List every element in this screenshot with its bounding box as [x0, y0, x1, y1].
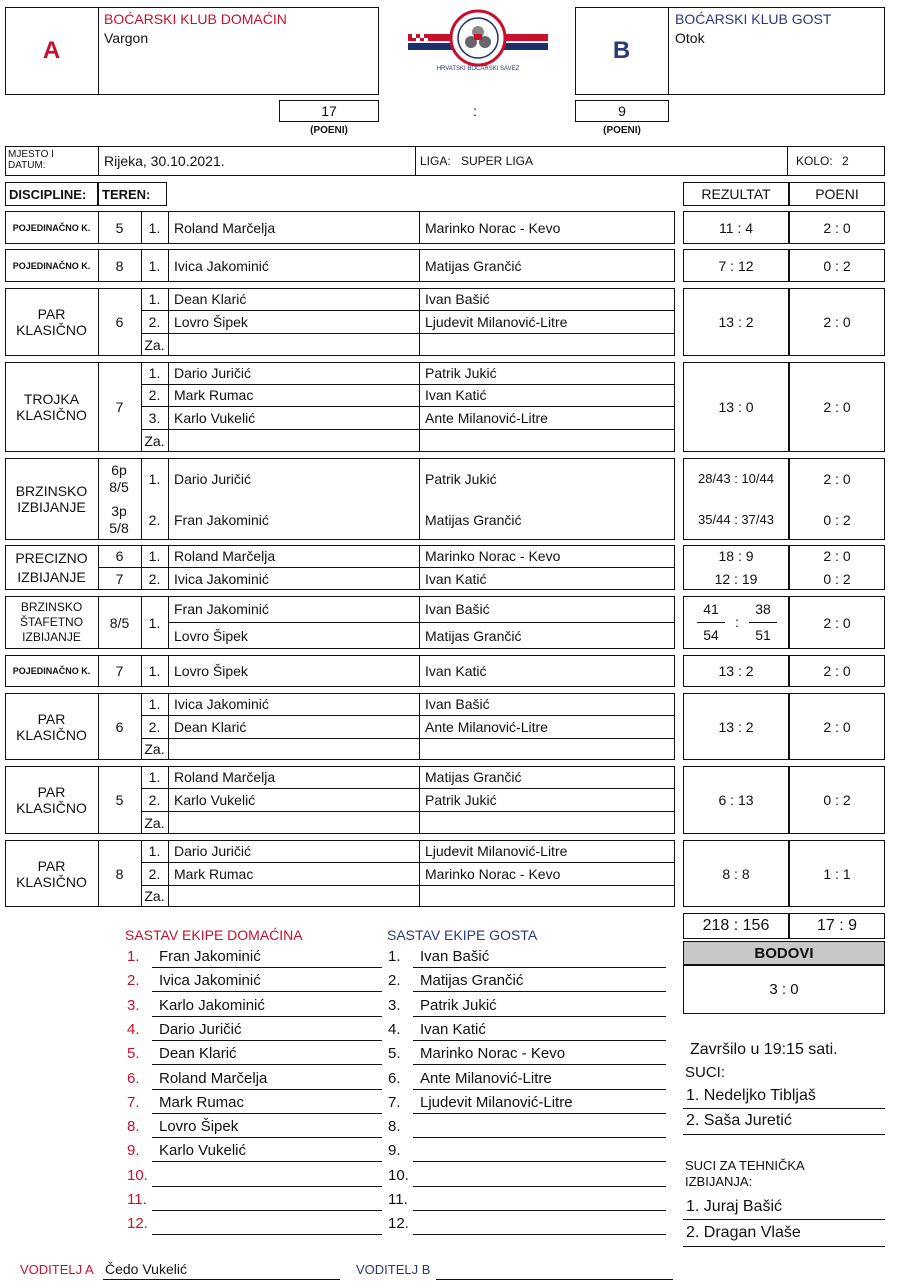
home-club-title: BOĆARSKI KLUB DOMAĆIN: [104, 11, 287, 27]
roster-name: Marinko Norac - Kevo: [420, 1044, 566, 1062]
result-cell: 8 : 8: [683, 840, 789, 907]
result-cell: 7 : 12: [683, 249, 789, 282]
points-colon: :: [473, 103, 477, 119]
home-player: Ivica Jakominić: [174, 570, 269, 587]
discipline-cell: POJEDINAČNO K.: [12, 666, 91, 676]
player-number: 1.: [148, 219, 161, 236]
kolo-label: KOLO:: [796, 154, 833, 168]
relay-score: 51: [755, 627, 771, 643]
points-cell: 2 : 0: [789, 211, 885, 244]
home-player: Mark Rumac: [174, 387, 254, 403]
player-number: 1.: [148, 470, 161, 487]
points-cell: 2 : 0: [823, 548, 851, 564]
guest-player: Ivan Katić: [425, 663, 487, 679]
teren-cell: 7: [115, 399, 124, 415]
guest-player: Matijas Grančić: [425, 627, 522, 644]
relay-colon: :: [735, 614, 739, 630]
roster-number: 2.: [388, 971, 401, 989]
roster-name: Ivan Katić: [420, 1020, 486, 1038]
relay-score: 41: [703, 601, 719, 617]
guest-player: Matijas Grančić: [425, 769, 522, 785]
judge-1: 1. Nedeljko Tibljaš: [686, 1087, 816, 1104]
roster-name: Ivica Jakominić: [159, 971, 261, 989]
roster-name: Ljudevit Milanović-Litre: [420, 1093, 573, 1111]
home-player: Lovro Šipek: [174, 313, 248, 330]
guest-letter: B: [612, 37, 631, 64]
roster-number: 11.: [388, 1190, 408, 1208]
guest-player: Matijas Grančić: [425, 257, 522, 274]
result-cell: 12 : 19: [714, 570, 758, 587]
roster-name: Dean Klarić: [159, 1044, 237, 1062]
teren-cell: 8/5: [109, 614, 130, 631]
guest-player: Patrik Jukić: [425, 791, 497, 808]
relay-score: 54: [703, 627, 719, 643]
discipline-cell: TROJKA KLASIČNO: [16, 391, 87, 423]
result-cell: 13 : 2: [683, 655, 789, 687]
teren-cell: 5: [115, 792, 124, 808]
home-player: Lovro Šipek: [174, 663, 248, 679]
player-number: 1.: [148, 769, 161, 785]
points-cell: 2 : 0: [789, 596, 885, 649]
player-number: 1.: [148, 257, 161, 274]
teren-cell: 6: [115, 314, 124, 330]
roster-number: 1.: [127, 947, 140, 965]
guest-player: Ivan Bašić: [425, 291, 490, 307]
teren-cell: 7: [115, 663, 124, 679]
player-number: 1.: [148, 548, 161, 564]
result-cell: 13 : 0: [683, 362, 789, 452]
voditelj-b-label: VODITELJ B: [356, 1261, 431, 1277]
teren-cell: 6: [115, 548, 124, 564]
guest-player: Ljudevit Milanović-Litre: [425, 843, 568, 859]
roster-name: Matijas Grančić: [420, 971, 524, 989]
guest-player: Marinko Norac - Kevo: [425, 865, 561, 882]
points-cell: 0 : 2: [789, 249, 885, 282]
home-player: Lovro Šipek: [174, 627, 248, 644]
roster-number: 3.: [127, 996, 140, 1014]
roster-name: Ivan Bašić: [420, 947, 490, 965]
guest-player: Ante Milanović-Litre: [425, 718, 548, 735]
home-player: Roland Marčelja: [174, 548, 276, 564]
result-cell: 6 : 13: [683, 766, 789, 834]
roster-number: 4.: [127, 1020, 140, 1038]
roster-number: 12.: [388, 1214, 409, 1232]
points-cell: 2 : 0: [789, 288, 885, 356]
discipline-cell: POJEDINAČNO K.: [12, 222, 91, 233]
place-label: MJESTO I DATUM:: [8, 149, 54, 171]
roster-number: 10.: [127, 1166, 148, 1184]
teren-cell: 6p 8/5: [109, 461, 129, 495]
roster-number: 9.: [388, 1141, 401, 1159]
guest-player: Ivan Katić: [425, 570, 487, 587]
roster-number: 5.: [127, 1044, 140, 1062]
substitute-label: Za.: [144, 888, 165, 904]
home-player: Fran Jakominić: [174, 601, 269, 617]
home-player: Dario Juričić: [174, 365, 252, 381]
bodovi-value: 3 : 0: [683, 965, 885, 1014]
player-number: 2.: [148, 791, 161, 808]
result-cell: 13 : 2: [683, 693, 789, 760]
liga-value: SUPER LIGA: [461, 154, 534, 168]
player-number: 2.: [148, 718, 161, 735]
roster-number: 1.: [388, 947, 401, 965]
home-points-box: 17: [279, 100, 379, 122]
home-player: Fran Jakominić: [174, 511, 269, 528]
home-letter: A: [42, 37, 61, 64]
roster-name: Mark Rumac: [159, 1093, 245, 1111]
roster-number: 3.: [388, 996, 401, 1014]
roster-name: Dario Juričić: [159, 1020, 242, 1038]
substitute-label: Za.: [144, 814, 165, 831]
finished-time: Završilo u 19:15 sati.: [690, 1041, 838, 1058]
place-value: Rijeka, 30.10.2021.: [104, 153, 225, 169]
judge-2: 2. Saša Juretić: [686, 1112, 792, 1129]
teren-header: TEREN:: [98, 182, 167, 206]
liga-label: LIGA:: [420, 154, 451, 168]
points-cell: 2 : 0: [789, 693, 885, 760]
tech-judges-label: SUCI ZA TEHNIČKA IZBIJANJA:: [685, 1158, 804, 1189]
roster-name: Patrik Jukić: [420, 996, 497, 1014]
guest-player: Ivan Bašić: [425, 601, 490, 617]
teren-cell: 8: [115, 257, 124, 274]
discipline-cell: POJEDINAČNO K.: [12, 260, 91, 271]
player-number: 1.: [148, 614, 161, 631]
points-cell: 0 : 2: [789, 766, 885, 834]
guest-player: Patrik Jukić: [425, 365, 497, 381]
roster-number: 10.: [388, 1166, 409, 1184]
roster-number: 2.: [127, 971, 140, 989]
kolo-value: 2: [842, 154, 849, 168]
roster-number: 7.: [388, 1093, 401, 1111]
roster-number: 8.: [127, 1117, 140, 1135]
substitute-label: Za.: [144, 741, 165, 757]
home-player: Ivica Jakominić: [174, 696, 269, 712]
roster-number: 8.: [388, 1117, 401, 1135]
guest-player: Patrik Jukić: [425, 470, 497, 487]
bodovi-label: BODOVI: [683, 941, 885, 965]
tech-judge-2: 2. Dragan Vlaše: [686, 1224, 801, 1241]
home-player: Karlo Vukelić: [174, 409, 256, 426]
total-result: 218 : 156: [683, 913, 789, 939]
rezultat-header: REZULTAT: [683, 182, 789, 206]
discipline-header: DISCIPLINE:: [5, 182, 98, 206]
voditelj-a-label: VODITELJ A: [20, 1261, 94, 1277]
teren-cell: 8: [115, 865, 124, 882]
home-player: Roland Marčelja: [174, 769, 276, 785]
roster-number: 5.: [388, 1044, 401, 1062]
discipline-cell: BRZINSKO IZBIJANJE: [15, 483, 88, 515]
teren-cell: 3p 5/8: [109, 502, 129, 536]
points-cell: 2 : 0: [789, 362, 885, 452]
player-number: 2.: [148, 865, 161, 882]
roster-name: Lovro Šipek: [159, 1117, 239, 1135]
home-player: Dean Klarić: [174, 291, 247, 307]
home-player: Dean Klarić: [174, 718, 247, 735]
substitute-label: Za.: [144, 432, 165, 449]
teren-cell: 6: [115, 718, 124, 735]
home-points-label: (POENI): [310, 124, 348, 136]
guest-player: Marinko Norac - Kevo: [425, 548, 561, 564]
points-cell: 2 : 0: [789, 655, 885, 687]
roster-number: 4.: [388, 1020, 401, 1038]
home-player: Karlo Vukelić: [174, 791, 256, 808]
home-player: Dario Juričić: [174, 470, 252, 487]
guest-player: Matijas Grančić: [425, 511, 522, 528]
points-cell: 0 : 2: [823, 570, 851, 587]
home-club-name: Vargon: [104, 30, 149, 46]
poeni-header: POENI: [789, 182, 885, 206]
guest-roster-title: SASTAV EKIPE GOSTA: [387, 927, 538, 943]
result-cell: 35/44 : 37/43: [698, 512, 774, 527]
roster-number: 11.: [127, 1190, 147, 1208]
roster-number: 12.: [127, 1214, 148, 1232]
guest-points-box: 9: [575, 100, 669, 122]
points-cell: 2 : 0: [823, 470, 851, 487]
relay-score: 38: [755, 601, 771, 617]
home-player: Mark Rumac: [174, 865, 254, 882]
federation-logo: [408, 8, 548, 72]
roster-number: 6.: [127, 1069, 140, 1087]
discipline-cell: PRECIZNO IZBIJANJE: [15, 549, 88, 585]
guest-player: Ljudevit Milanović-Litre: [425, 313, 568, 330]
player-number: 1.: [148, 663, 161, 679]
home-player: Roland Marčelja: [174, 219, 276, 236]
player-number: 2.: [148, 570, 161, 587]
player-number: 2.: [148, 511, 161, 528]
roster-name: Karlo Jakominić: [159, 996, 265, 1014]
player-number: 2.: [148, 313, 161, 330]
logo-caption: HRVATSKI BOĆARSKI SAVEZ: [436, 66, 520, 72]
suci-label: SUCI:: [685, 1063, 726, 1081]
guest-player: Ante Milanović-Litre: [425, 409, 548, 426]
guest-player: Ivan Katić: [425, 387, 487, 403]
roster-number: 6.: [388, 1069, 401, 1087]
points-cell: 0 : 2: [823, 511, 851, 528]
discipline-cell: PAR KLASIČNO: [16, 784, 87, 816]
player-number: 3.: [148, 409, 161, 426]
total-points: 17 : 9: [789, 913, 885, 939]
home-player: Dario Juričić: [174, 843, 252, 859]
discipline-cell: PAR KLASIČNO: [16, 710, 87, 743]
discipline-cell: PAR KLASIČNO: [16, 306, 87, 338]
player-number: 1.: [148, 843, 161, 859]
teren-cell: 5: [115, 219, 124, 236]
roster-name: Roland Marčelja: [159, 1069, 268, 1087]
guest-player: Marinko Norac - Kevo: [425, 219, 561, 236]
home-player: Ivica Jakominić: [174, 257, 269, 274]
home-roster-title: SASTAV EKIPE DOMAĆINA: [125, 927, 303, 943]
points-cell: 1 : 1: [789, 840, 885, 907]
guest-points-label: (POENI): [603, 124, 641, 136]
guest-club-name: Otok: [675, 30, 705, 46]
guest-player: Ivan Bašić: [425, 696, 490, 712]
result-cell: 18 : 9: [718, 548, 754, 564]
roster-name: Ante Milanović-Litre: [420, 1069, 552, 1087]
tech-judge-1: 1. Juraj Bašić: [686, 1198, 783, 1215]
guest-club-title: BOĆARSKI KLUB GOST: [675, 11, 832, 27]
roster-name: Fran Jakominić: [159, 947, 261, 965]
result-cell: 13 : 2: [683, 288, 789, 356]
player-number: 1.: [148, 291, 161, 307]
roster-number: 9.: [127, 1141, 140, 1159]
discipline-cell: PAR KLASIČNO: [16, 857, 87, 890]
player-number: 1.: [148, 365, 161, 381]
player-number: 2.: [148, 387, 161, 403]
roster-name: Karlo Vukelić: [159, 1141, 246, 1159]
discipline-cell: BRZINSKO ŠTAFETNO IZBIJANJE: [19, 600, 84, 644]
result-cell: 11 : 4: [683, 211, 789, 244]
player-number: 1.: [148, 696, 161, 712]
teren-cell: 7: [115, 570, 124, 587]
substitute-label: Za.: [144, 336, 165, 353]
roster-number: 7.: [127, 1093, 140, 1111]
result-cell: 28/43 : 10/44: [698, 471, 774, 486]
voditelj-a-name: Čedo Vukelić: [105, 1261, 187, 1277]
